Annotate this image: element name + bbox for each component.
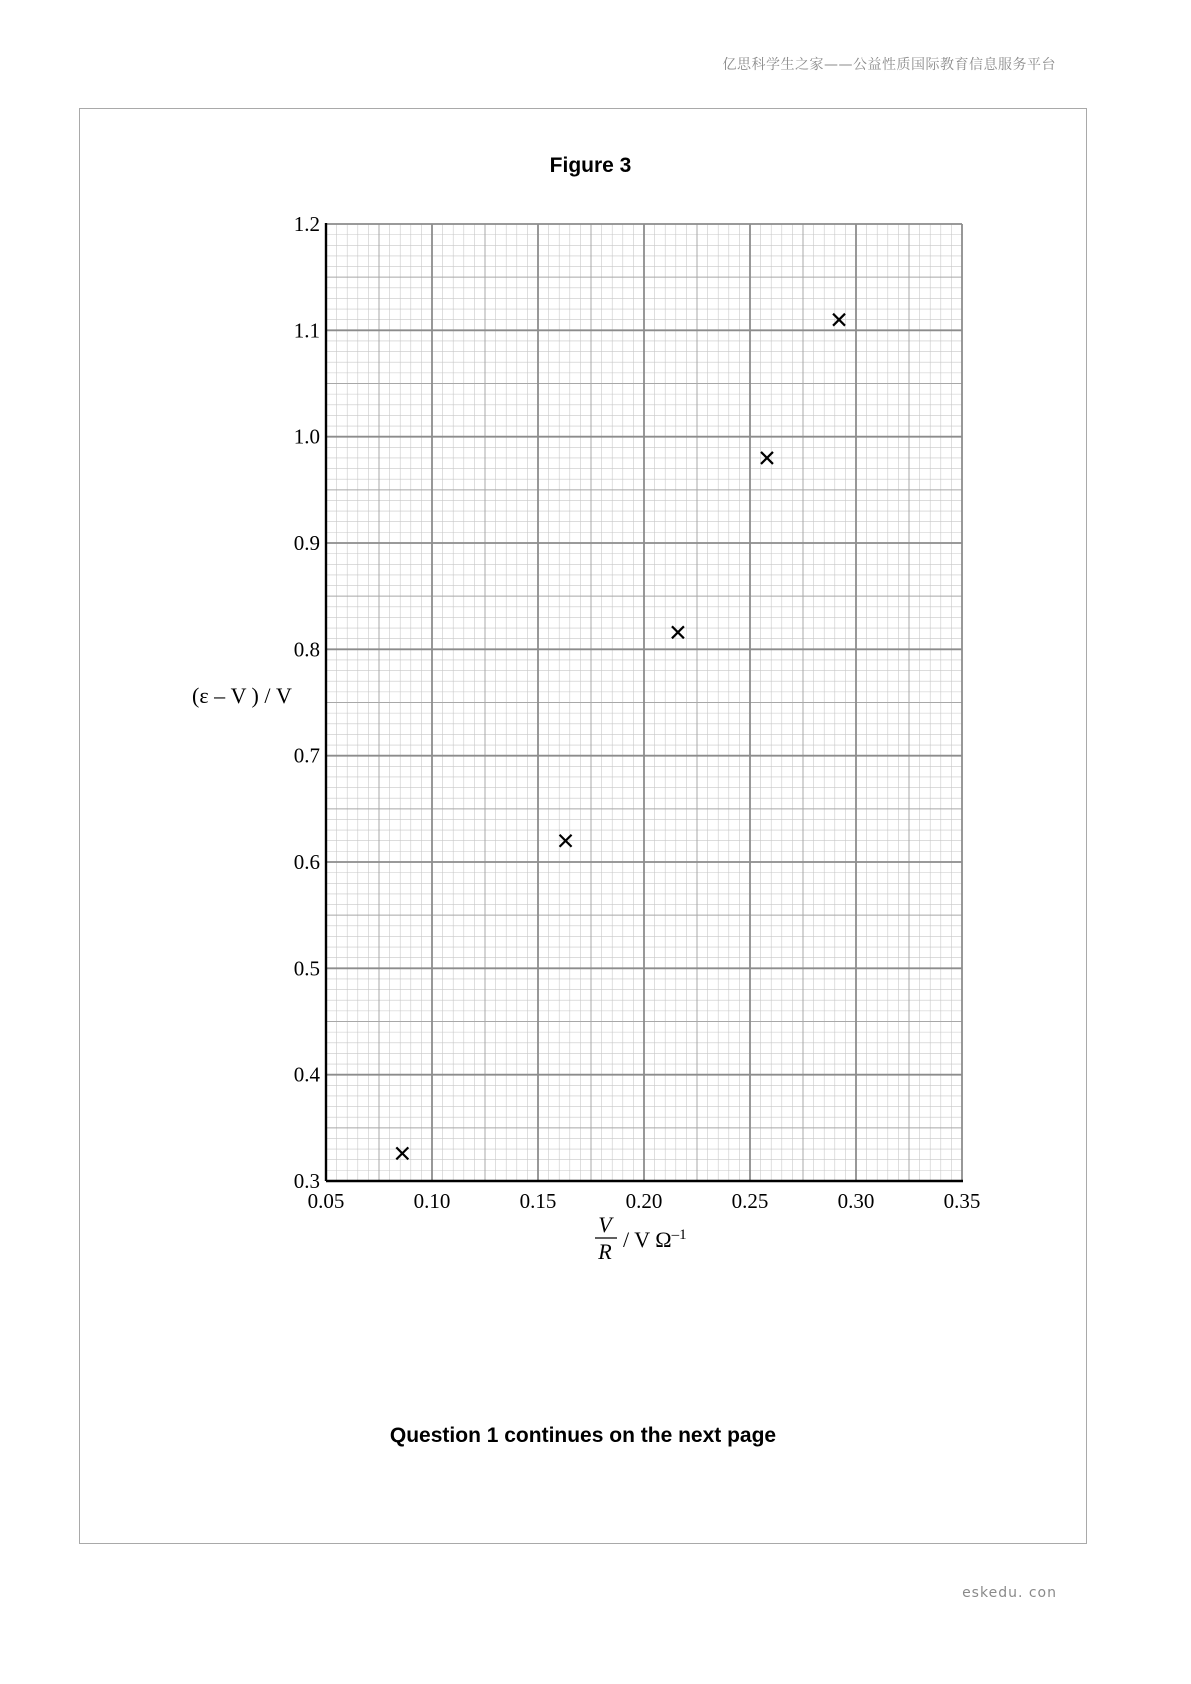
y-tick-label: 0.3 <box>293 1169 320 1193</box>
figure-title: Figure 3 <box>549 154 632 177</box>
y-tick-label: 0.4 <box>293 1062 320 1087</box>
x-tick-label: 0.25 <box>731 1189 769 1213</box>
x-axis-label-unit-text: / V Ω <box>623 1227 672 1252</box>
y-tick-label: 0.5 <box>293 956 320 981</box>
x-tick-label: 0.15 <box>519 1189 557 1213</box>
y-tick-label: 1.0 <box>293 424 320 449</box>
x-tick-label: 0.20 <box>625 1189 663 1213</box>
x-tick-label: 0.05 <box>307 1189 345 1213</box>
x-tick-label: 0.10 <box>413 1189 451 1213</box>
x-tick-label: 0.30 <box>837 1189 875 1213</box>
x-axis-label-unit-exponent: –1 <box>671 1227 687 1243</box>
x-axis-label-unit <box>623 1227 687 1252</box>
x-tick-label: 0.35 <box>943 1189 981 1213</box>
x-axis-label-denominator: R <box>598 1239 612 1264</box>
x-axis-label-numerator: V <box>598 1212 612 1237</box>
header-note: 亿思科学生之家——公益性质国际教育信息服务平台 <box>722 57 1056 73</box>
y-tick-label: 0.8 <box>293 637 320 662</box>
grid <box>326 224 962 1181</box>
site-watermark: eskedu. con <box>962 1585 1057 1601</box>
y-tick-label: 0.7 <box>293 743 320 768</box>
y-tick-label: 0.9 <box>293 531 320 555</box>
continues-note: Question 1 continues on the next page <box>389 1424 777 1447</box>
y-axis-label: (ε – V ) / V <box>192 683 292 708</box>
x-axis-label <box>595 1212 687 1264</box>
y-tick-label: 1.2 <box>293 212 320 236</box>
y-tick-label: 1.1 <box>293 318 320 343</box>
y-tick-label: 0.6 <box>293 850 320 874</box>
